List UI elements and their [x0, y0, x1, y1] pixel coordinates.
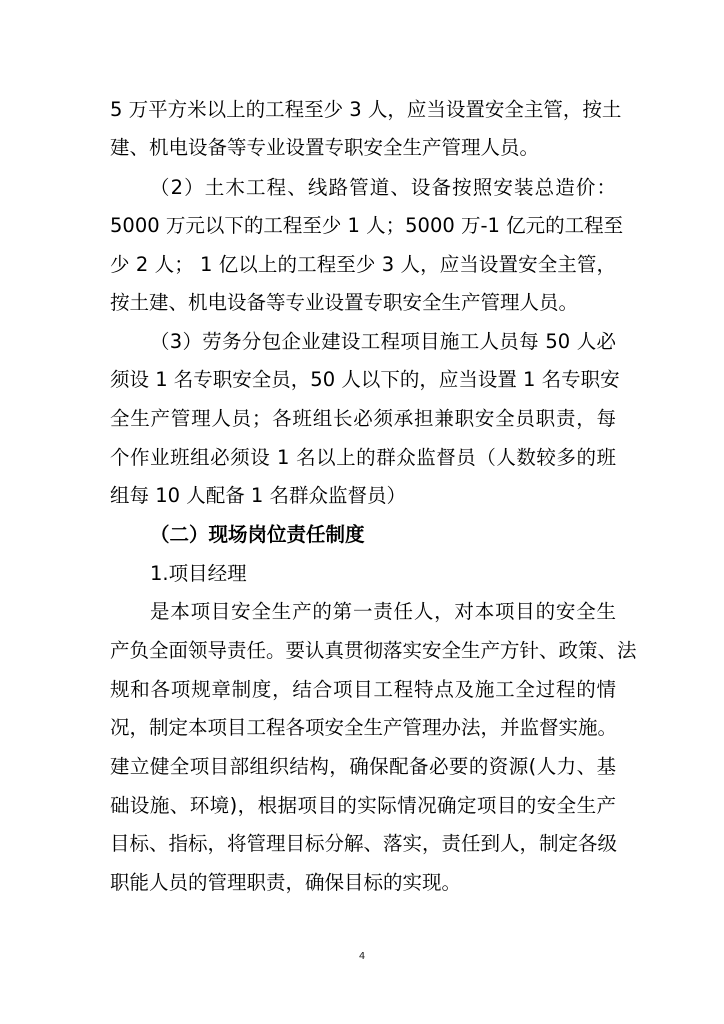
- text-line: 建、机电设备等专业设置专职安全生产管理人员。: [110, 136, 540, 159]
- text-line: 组每 10 人配备 1 名群众监督员）: [110, 484, 407, 507]
- text-line: 是本项目安全生产的第一责任人，对本项目的安全生: [150, 600, 616, 623]
- text-line: 况，制定本项目工程各项安全生产管理办法，并监督实施。: [110, 716, 618, 739]
- text-line: 个作业班组必须设 1 名以上的群众监督员（人数较多的班: [110, 446, 616, 469]
- text-line: 产负全面领导责任。要认真贯彻落实安全生产方针、政策、法: [110, 639, 637, 662]
- text-line: （3）劳务分包企业建设工程项目施工人员每 50 人必: [150, 330, 616, 353]
- text-line: 5 万平方米以上的工程至少 3 人，应当设置安全主管，按土: [110, 98, 622, 121]
- text-line: 础设施、环境)，根据项目的实际情况确定项目的安全生产: [110, 794, 616, 817]
- section-heading: （二）现场岗位责任制度: [150, 523, 365, 546]
- text-line: 全生产管理人员；各班组长必须承担兼职安全员职责，每: [110, 407, 616, 430]
- text-line: 少 2 人； 1 亿以上的工程至少 3 人，应当设置安全主管，: [110, 253, 616, 276]
- text-line: 规和各项规章制度，结合项目工程特点及施工全过程的情: [110, 678, 616, 701]
- text-line: 职能人员的管理职责，确保目标的实现。: [110, 871, 462, 894]
- text-line: 目标、指标，将管理目标分解、落实，责任到人，制定各级: [110, 832, 618, 855]
- subsection-heading: 1.项目经理: [150, 562, 247, 585]
- text-line: 建立健全项目部组织结构，确保配备必要的资源(人力、基: [110, 755, 616, 778]
- text-line: （2）土木工程、线路管道、设备按照安装总造价：: [150, 176, 616, 199]
- text-line: 须设 1 名专职安全员，50 人以下的，应当设置 1 名专职安: [110, 368, 620, 391]
- text-line: 5000 万元以下的工程至少 1 人；5000 万-1 亿元的工程至: [110, 214, 624, 237]
- text-line: 按土建、机电设备等专业设置专职安全生产管理人员。: [110, 291, 579, 314]
- page-number: 4: [358, 951, 366, 962]
